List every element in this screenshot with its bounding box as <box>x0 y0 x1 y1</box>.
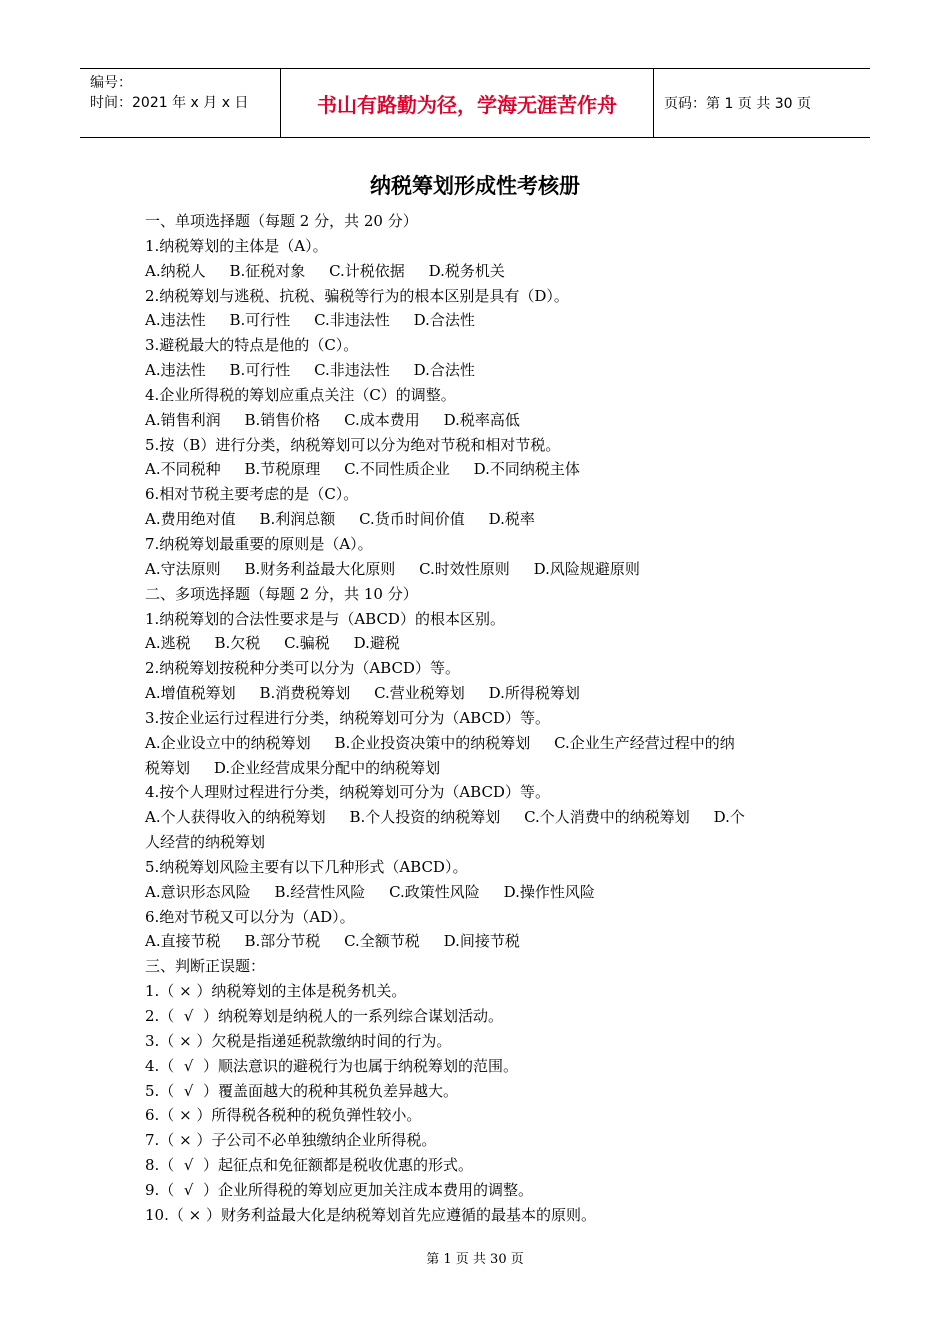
text-line: A.企业设立中的纳税筹划 B.企业投资决策中的纳税筹划 C.企业生产经营过程中的纳 <box>145 733 735 752</box>
text-line: 税筹划 D.企业经营成果分配中的纳税筹划 <box>145 758 441 777</box>
text-line: 3.按企业运行过程进行分类，纳税筹划可分为（ABCD）等。 <box>145 708 550 727</box>
text-line: A.销售利润 B.销售价格 C.成本费用 D.税率高低 <box>145 410 520 429</box>
header-left-cell <box>80 69 281 137</box>
text-line: 4.按个人理财过程进行分类，纳税筹划可分为（ABCD）等。 <box>145 783 550 802</box>
text-line: A.意识形态风险 B.经营性风险 C.政策性风险 D.操作性风险 <box>145 882 595 901</box>
document-title: 纳税筹划形成性考核册 <box>370 174 580 198</box>
header-page-info: 页码：第 1 页 共 30 页 <box>664 96 811 112</box>
page-footer: 第 1 页 共 30 页 <box>426 1252 524 1267</box>
document-body <box>145 209 815 1228</box>
text-line: A.纳税人 B.征税对象 C.计税依据 D.税务机关 <box>145 261 505 280</box>
text-line: A.违法性 B.可行性 C.非违法性 D.合法性 <box>145 311 475 330</box>
text-line: 6.绝对节税又可以分为（AD）。 <box>145 907 355 926</box>
document-date: 时间：2021 年 x 月 x 日 <box>90 95 249 111</box>
text-line: A.个人获得收入的纳税筹划 B.个人投资的纳税筹划 C.个人消费中的纳税筹划 D.个 <box>145 808 745 827</box>
text-line: A.费用绝对值 B.利润总额 C.货币时间价值 D.税率 <box>145 510 535 529</box>
text-line: 8.（ √ ）起征点和免征额都是税收优惠的形式。 <box>145 1156 473 1175</box>
text-line: A.守法原则 B.财务利益最大化原则 C.时效性原则 D.风险规避原则 <box>145 559 640 578</box>
text-line: 1.纳税筹划的主体是（A）。 <box>145 236 328 255</box>
text-line: 三、判断正误题： <box>145 957 266 976</box>
text-line: 一、单项选择题（每题 2 分，共 20 分） <box>145 212 418 230</box>
text-line: 7.（ × ）子公司不必单独缴纳企业所得税。 <box>145 1131 437 1150</box>
text-line: 二、多项选择题（每题 2 分，共 10 分） <box>145 584 418 603</box>
text-line: 4.（ √ ）顺法意识的避税行为也属于纳税筹划的范围。 <box>145 1056 518 1075</box>
text-line: 6.（ × ）所得税各税种的税负弹性较小。 <box>145 1106 422 1125</box>
text-line: 10.（ × ）财务利益最大化是纳税筹划首先应遵循的最基本的原则。 <box>145 1205 596 1224</box>
text-line: 2.（ √ ）纳税筹划是纳税人的一系列综合谋划活动。 <box>145 1007 503 1025</box>
text-line: 9.（ √ ）企业所得税的筹划应更加关注成本费用的调整。 <box>145 1180 533 1199</box>
text-line: A.违法性 B.可行性 C.非违法性 D.合法性 <box>145 361 475 380</box>
text-line: 2.纳税筹划按税种分类可以分为（ABCD）等。 <box>145 659 460 678</box>
header-table <box>80 68 870 138</box>
text-line: 5.（ √ ）覆盖面越大的税种其税负差异越大。 <box>145 1081 458 1100</box>
text-line: A.直接节税 B.部分节税 C.全额节税 D.间接节税 <box>145 932 520 951</box>
text-line: A.不同税种 B.节税原理 C.不同性质企业 D.不同纳税主体 <box>145 460 580 479</box>
text-line: 2.纳税筹划与逃税、抗税、骗税等行为的根本区别是具有（D）。 <box>145 286 569 305</box>
text-line: 5.按（B）进行分类，纳税筹划可以分为绝对节税和相对节税。 <box>145 435 561 454</box>
text-line: 5.纳税筹划风险主要有以下几种形式（ABCD）。 <box>145 857 468 876</box>
text-line: 3.（ × ）欠税是指递延税款缴纳时间的行为。 <box>145 1031 452 1050</box>
text-line: A.逃税 B.欠税 C.骗税 D.避税 <box>145 634 400 653</box>
text-line: 7.纳税筹划最重要的原则是（A）。 <box>145 534 373 553</box>
document-number-label: 编号： <box>90 75 132 91</box>
text-line: 1.纳税筹划的合法性要求是与（ABCD）的根本区别。 <box>145 609 505 628</box>
text-line: 人经营的纳税筹划 <box>145 833 266 852</box>
text-line: 1.（ × ）纳税筹划的主体是税务机关。 <box>145 982 407 1001</box>
text-line: A.增值税筹划 B.消费税筹划 C.营业税筹划 D.所得税筹划 <box>145 684 580 703</box>
text-line: 4.企业所得税的筹划应重点关注（C）的调整。 <box>145 385 456 404</box>
text-line: 6.相对节税主要考虑的是（C）。 <box>145 485 359 504</box>
text-line: 3.避税最大的特点是他的（C）。 <box>145 336 359 355</box>
header-motto: 书山有路勤为径，学海无涯苦作舟 <box>281 69 654 137</box>
